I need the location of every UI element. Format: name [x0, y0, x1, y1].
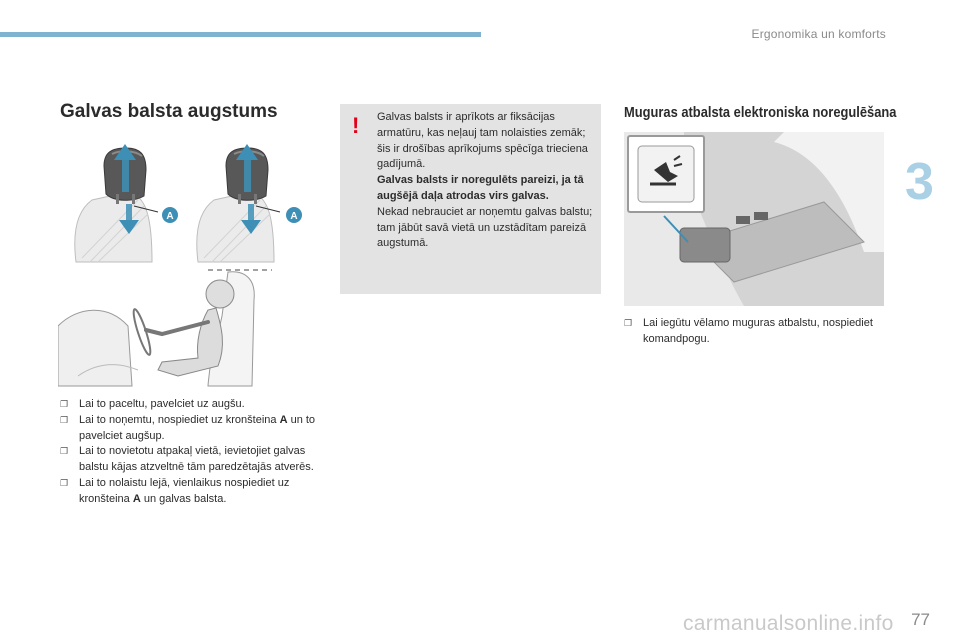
driver-posture-illustration — [58, 266, 272, 388]
headrest-illustration — [68, 140, 320, 264]
svg-text:A: A — [290, 211, 298, 222]
lumbar-support-title: Muguras atbalsta elektroniska noregulēšana — [624, 104, 897, 121]
exclamation-icon: ! — [352, 113, 360, 138]
lumbar-steps-list — [624, 316, 874, 348]
lumbar-control-illustration — [624, 132, 884, 306]
checkbox-icon: ❐ — [624, 318, 633, 328]
checkbox-icon: ❐ — [60, 477, 69, 488]
seat-illustration-left — [75, 148, 158, 262]
list-item: ❐ Lai to nolaistu lejā, vienlaikus nospiediet uz kronšteina A un galvas balsta. — [60, 476, 290, 505]
headrest-height-title: Galvas balsta augstums — [60, 101, 278, 122]
checkbox-icon: ❐ — [60, 446, 69, 457]
header-accent-bar — [0, 32, 481, 37]
warning-box — [340, 104, 601, 294]
watermark: carmanualsonline.info — [683, 612, 894, 635]
list-item: ❐ Lai to paceltu, pavelciet uz augšu. — [60, 397, 322, 413]
list-item: ❐ Lai iegūtu vēlamo muguras atbalstu, nospiediet komandpogu. — [624, 317, 873, 345]
warning-bold-text: Galvas balsts ir noregulēts pareizi, ja tā augšējā daļa atrodas virs galvas. — [377, 174, 584, 202]
warning-text: Galvas balsts ir aprīkots ar fiksācijas armatūru, kas neļauj tam nolaisties zemāk; šis ir drošības aprīkojums spēcīga trieciena gadījumā. — [377, 111, 588, 171]
page-number: 77 — [911, 610, 930, 629]
warning-text-2: Nekad nebrauciet ar noņemtu galvas balstu; tam jābūt savā vietā un uzstādītam pareizā augstumā. — [377, 205, 593, 250]
label-a-badge — [286, 207, 302, 223]
seat-illustration-right — [197, 148, 280, 262]
checkbox-icon: ❐ — [60, 399, 69, 409]
label-a-badge — [162, 207, 178, 223]
headrest-steps-list — [60, 397, 322, 508]
section-title: Ergonomika un komforts — [751, 27, 886, 41]
checkbox-icon: ❐ — [60, 414, 69, 425]
chapter-number: 3 — [905, 153, 934, 211]
list-item: ❐ Lai to novietotu atpakaļ vietā, ievietojiet galvas balstu kājas atzveltnē tām paredzētajās atverēs. — [60, 445, 314, 474]
list-item: ❐ Lai to noņemtu, nospiediet uz kronšteina A un to pavelciet augšup. — [60, 413, 316, 442]
svg-text:A: A — [166, 211, 174, 222]
